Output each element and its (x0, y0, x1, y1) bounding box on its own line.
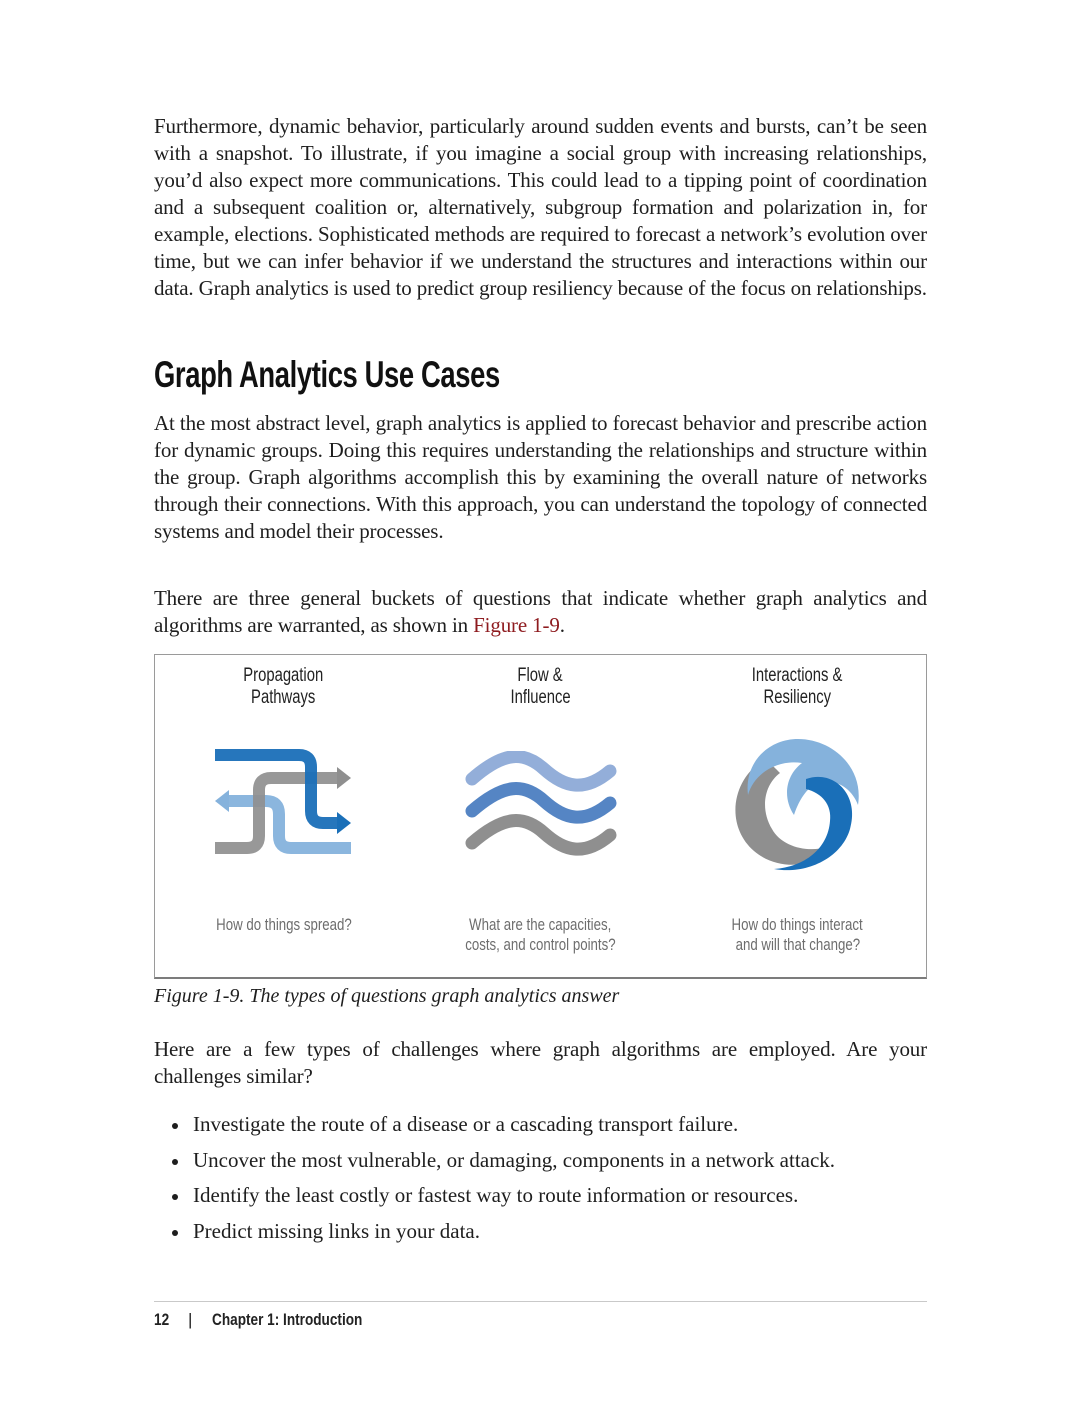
figure-caption: Figure 1-9. The types of questions graph analytics answer (154, 985, 620, 1007)
figure-column-interactions (669, 655, 926, 977)
column-title-line2: Pathways (251, 687, 316, 708)
waves-icon (464, 751, 619, 866)
spiral-icon (724, 733, 869, 878)
column-title-line1: Propagation (243, 665, 324, 686)
abstract-paragraph: At the most abstract level, graph analytics is applied to forecast behavior and prescribe action for dynamic groups. Doing this requires understanding the relationships and structure within the group. Graph algorithms accomplish this by examining the overall nature of networks through their connections. With this approach, you can understand the topology of connected systems and model their processes. (154, 411, 927, 543)
column-caption (412, 915, 669, 955)
column-caption-line2: and will that change? (735, 935, 860, 954)
buckets-text: There are three general buckets of questions that indicate whether graph analytics and algorithms are warranted, as shown in (154, 586, 927, 637)
list-item-text: Predict missing links in your data. (193, 1218, 480, 1243)
figure-reference-link[interactable]: Figure 1-9 (473, 613, 560, 637)
bullet-icon (172, 1194, 178, 1200)
column-caption (155, 915, 412, 935)
buckets-paragraph (154, 585, 927, 639)
column-title-line2: Resiliency (763, 687, 832, 708)
crossing-arrows-icon (211, 748, 356, 863)
list-item (154, 1147, 927, 1174)
bullet-icon (172, 1123, 178, 1129)
column-title (669, 665, 926, 709)
figure-1-9 (154, 654, 927, 979)
column-title (412, 665, 669, 709)
chapter-title: Chapter 1: Introduction (212, 1310, 363, 1329)
footer-divider (154, 1301, 927, 1302)
footer-separator: | (188, 1310, 193, 1329)
column-caption-line1: What are the capacities, (469, 915, 612, 934)
list-item (154, 1218, 927, 1245)
column-caption-line2: costs, and control points? (465, 935, 616, 954)
intro-paragraph: Furthermore, dynamic behavior, particularly around sudden events and bursts, can’t be seen with a snapshot. To illustrate, if you imagine a social group with increasing relationships, you’d also expect more communications. This could lead to a tipping point of coordination and a subsequent coalition or, alternatively, subgroup formation and polarization in, for example, elections. Sophisticated methods are required to forecast a network’s evolution over time, but we can infer behavior if we understand the structures and interactions within our data. Graph analytics is used to predict group resiliency because of the focus on relationships. (154, 114, 927, 300)
list-item-text: Identify the least costly or fastest way to route information or resources. (193, 1183, 799, 1207)
column-caption-line1: How do things spread? (215, 915, 352, 934)
figure-column-propagation (155, 655, 412, 977)
column-caption (669, 915, 926, 955)
list-item (154, 1182, 927, 1209)
column-title (155, 665, 412, 709)
column-title-line1: Flow & (517, 665, 564, 686)
column-title-line1: Interactions & (752, 665, 843, 686)
buckets-period: . (559, 613, 565, 637)
list-item-text: Investigate the route of a disease or a cascading transport failure. (193, 1112, 739, 1136)
list-item-text: Uncover the most vulnerable, or damaging, components in a network attack. (193, 1147, 836, 1172)
bullet-icon (172, 1159, 178, 1165)
column-caption-line1: How do things interact (731, 915, 864, 934)
column-title-line2: Influence (510, 687, 571, 708)
list-item (154, 1111, 927, 1138)
challenges-list (154, 1111, 927, 1253)
page-number: 12 (154, 1310, 170, 1329)
challenges-paragraph: Here are a few types of challenges where graph algorithms are employed. Are your challenges similar? (154, 1037, 927, 1088)
bullet-icon (172, 1230, 178, 1236)
section-heading: Graph Analytics Use Cases (154, 354, 500, 395)
figure-column-flow (412, 655, 669, 977)
